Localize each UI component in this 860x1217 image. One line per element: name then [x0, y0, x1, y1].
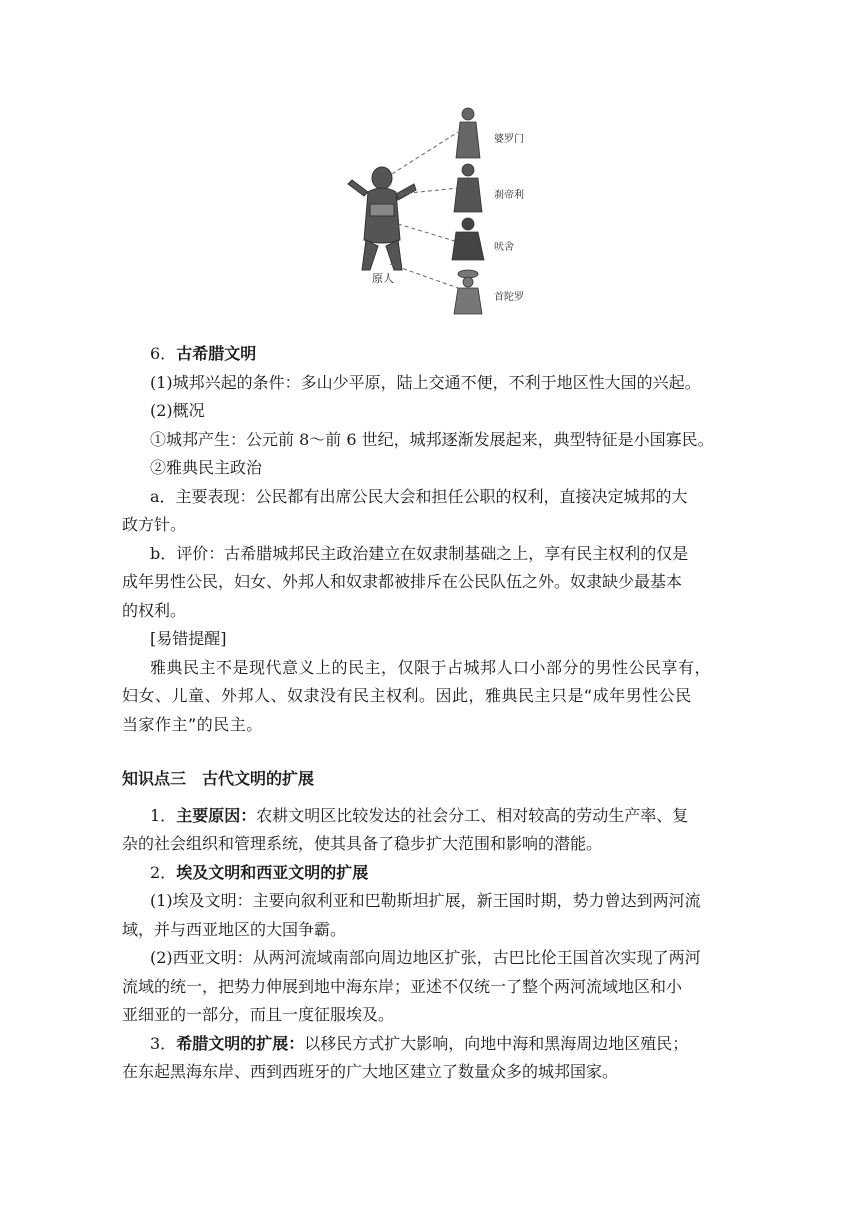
greece-heading: 6．古希腊文明	[150, 344, 257, 363]
greece-para-6a: b．评价：古希腊城邦民主政治建立在奴隶制基础之上，享有民主权利的仅是	[150, 543, 689, 563]
greece-para-1: (1)城邦兴起的条件：多山少平原，陆上交通不便，不利于地区性大国的兴起。	[150, 372, 701, 392]
varna-illustration	[340, 100, 570, 320]
item-3-line-b: 在东起黑海东岸、西到西班牙的广大地区建立了数量众多的城邦国家。	[122, 1062, 619, 1081]
page-text	[122, 340, 748, 1087]
greece-para-4: ②雅典民主政治	[150, 458, 263, 477]
item-2-para-2b: 流域的统一，把势力伸展到地中海东岸；亚述不仅统一了整个两河流域地区和小	[122, 976, 683, 996]
greece-para-6b: 成年男性公民，妇女、外邦人和奴隶都被排斥在公民队伍之外。奴隶缺少最基本	[122, 572, 683, 591]
item-3-line-a: 3．希腊文明的扩展：以移民方式扩大影响，向地中海和黑海周边地区殖民；	[150, 1033, 689, 1053]
greece-para-3: ①城邦产生：公元前 8～前 6 世纪，城邦逐渐发展起来，典型特征是小国寡民。	[150, 429, 714, 449]
item-2-para-1b: 域，并与西亚地区的大国争霸。	[122, 919, 347, 939]
caste-label-shudra: 首陀罗	[494, 292, 524, 303]
caste-label-vaishya: 吠舍	[494, 242, 514, 253]
purusha-label: 原人	[372, 272, 394, 285]
item-1-line-a: 1．主要原因：农耕文明区比较发达的社会分工、相对较高的劳动生产率、复	[150, 805, 689, 825]
item-2-para-2c: 亚细亚的一部分，而且一度征服埃及。	[122, 1005, 395, 1024]
purusha-figure	[348, 167, 416, 270]
vaishya-figure	[452, 218, 484, 260]
greece-para-5a: a．主要表现：公民都有出席公民大会和担任公职的权利，直接决定城邦的大	[150, 486, 688, 506]
shudra-figure	[454, 270, 482, 314]
greece-para-2: (2)概况	[150, 401, 205, 420]
brahmin-figure	[456, 108, 480, 158]
tip-label: [易错提醒]	[150, 629, 227, 648]
item-2-heading: 2．埃及文明和西亚文明的扩展	[150, 862, 369, 882]
tip-line-3: 当家作主”的民主。	[122, 714, 263, 734]
caste-label-brahmin: 婆罗门	[494, 134, 524, 145]
greece-para-6c: 的权利。	[122, 600, 187, 620]
kshatriya-figure	[454, 164, 482, 212]
caste-label-kshatriya: 刹帝利	[494, 190, 524, 201]
section-title: 知识点三 古代文明的扩展	[122, 769, 315, 788]
tip-line-2: 妇女、儿童、外邦人、奴隶没有民主权利。因此，雅典民主只是“成年男性公民	[122, 686, 692, 705]
greece-para-5b: 政方针。	[122, 515, 187, 534]
item-1-line-b: 杂的社会组织和管理系统，使其具备了稳步扩大范围和影响的潜能。	[122, 834, 603, 853]
item-2-para-1a: (1)埃及文明：主要向叙利亚和巴勒斯坦扩展，新王国时期，势力曾达到两河流	[150, 891, 701, 910]
item-2-para-2a: (2)西亚文明：从两河流域南部向周边地区扩张，古巴比伦王国首次实现了两河	[150, 948, 701, 967]
tip-line-1: 雅典民主不是现代意义上的民主，仅限于占城邦人口小部分的男性公民享有，	[150, 657, 712, 677]
